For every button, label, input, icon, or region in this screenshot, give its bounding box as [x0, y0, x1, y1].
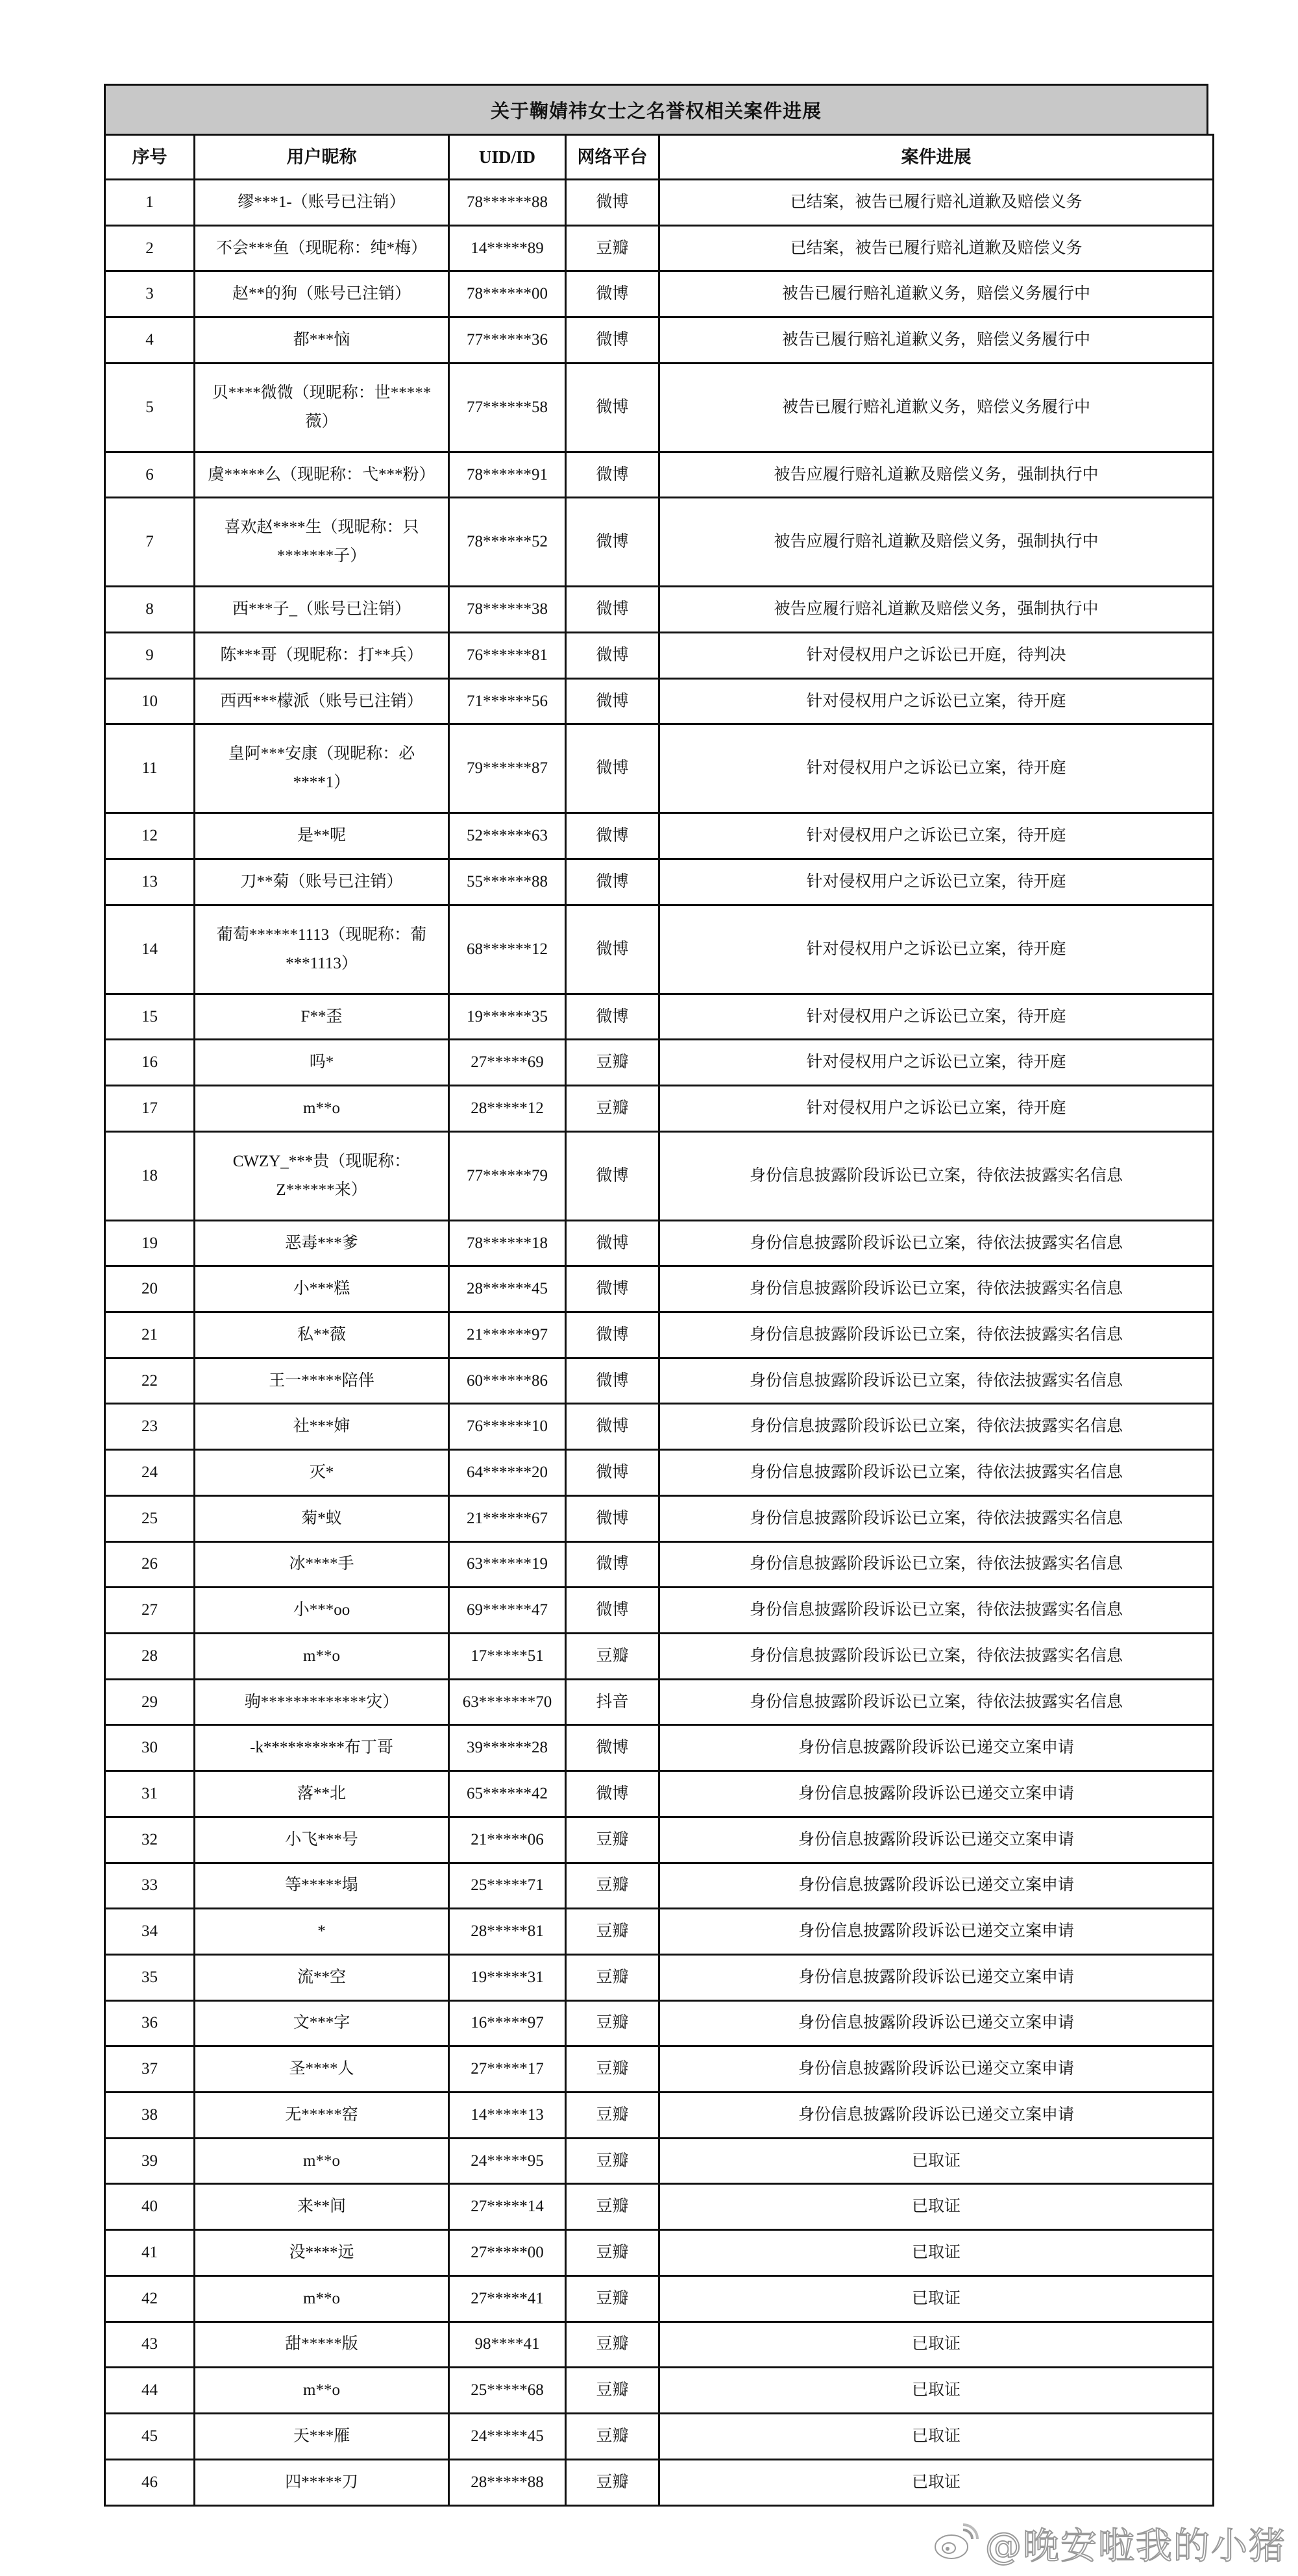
row-progress: 身份信息披露阶段诉讼已递交立案申请 — [659, 1863, 1214, 1909]
row-platform: 微博 — [566, 1541, 659, 1588]
row-platform: 豆瓣 — [566, 1634, 659, 1680]
row-number: 29 — [105, 1679, 195, 1725]
row-uid: 28*****12 — [449, 1086, 566, 1132]
row-uid: 76******10 — [449, 1404, 566, 1450]
row-nickname: m**o — [195, 2275, 449, 2322]
row-uid: 27*****69 — [449, 1040, 566, 1086]
row-nickname: 贝****微微（现昵称：世*****薇） — [195, 363, 449, 452]
row-number: 45 — [105, 2413, 195, 2459]
row-platform: 微博 — [566, 271, 659, 317]
row-progress: 被告已履行赔礼道歉义务，赔偿义务履行中 — [659, 317, 1214, 363]
row-progress: 身份信息披露阶段诉讼已立案，待依法披露实名信息 — [659, 1634, 1214, 1680]
row-platform: 微博 — [566, 1771, 659, 1817]
row-nickname: 落**北 — [195, 1771, 449, 1817]
table-row — [105, 1541, 1214, 1588]
row-nickname: 西***子_（账号已注销） — [195, 587, 449, 633]
table-row — [105, 452, 1214, 498]
row-uid: 28*****88 — [449, 2459, 566, 2505]
row-nickname: F**歪 — [195, 994, 449, 1040]
row-nickname: 文***字 — [195, 2000, 449, 2046]
sheet-title: 关于鞠婧祎女士之名誉权相关案件进展 — [104, 84, 1208, 134]
row-uid: 63*******70 — [449, 1679, 566, 1725]
row-progress: 针对侵权用户之诉讼已立案，待开庭 — [659, 905, 1214, 994]
row-number: 10 — [105, 678, 195, 724]
row-uid: 78******38 — [449, 587, 566, 633]
row-progress: 已取证 — [659, 2459, 1214, 2505]
table-row — [105, 225, 1214, 271]
row-progress: 身份信息披露阶段诉讼已递交立案申请 — [659, 1725, 1214, 1771]
header-uid: UID/ID — [449, 135, 566, 180]
row-number: 26 — [105, 1541, 195, 1588]
row-nickname: 陈***哥（现昵称：打**兵） — [195, 633, 449, 679]
row-nickname: 无*****窑 — [195, 2092, 449, 2139]
row-progress: 身份信息披露阶段诉讼已递交立案申请 — [659, 2000, 1214, 2046]
row-platform: 豆瓣 — [566, 1863, 659, 1909]
row-nickname: * — [195, 1909, 449, 1955]
case-table — [104, 134, 1214, 2507]
row-uid: 71******56 — [449, 678, 566, 724]
row-platform: 微博 — [566, 1358, 659, 1404]
row-number: 9 — [105, 633, 195, 679]
row-number: 30 — [105, 1725, 195, 1771]
row-uid: 60******86 — [449, 1358, 566, 1404]
row-uid: 78******88 — [449, 180, 566, 226]
table-row — [105, 1040, 1214, 1086]
row-progress: 身份信息披露阶段诉讼已立案，待依法披露实名信息 — [659, 1404, 1214, 1450]
row-progress: 身份信息披露阶段诉讼已立案，待依法披露实名信息 — [659, 1541, 1214, 1588]
row-progress: 被告应履行赔礼道歉及赔偿义务，强制执行中 — [659, 452, 1214, 498]
row-uid: 69******47 — [449, 1588, 566, 1634]
row-progress: 身份信息披露阶段诉讼已递交立案申请 — [659, 1817, 1214, 1863]
row-platform: 微博 — [566, 587, 659, 633]
table-row — [105, 678, 1214, 724]
row-uid: 64******20 — [449, 1450, 566, 1496]
row-nickname: 菊*蚁 — [195, 1495, 449, 1541]
table-row — [105, 1634, 1214, 1680]
row-uid: 27*****00 — [449, 2230, 566, 2276]
row-platform: 豆瓣 — [566, 2184, 659, 2230]
row-progress: 身份信息披露阶段诉讼已立案，待依法披露实名信息 — [659, 1312, 1214, 1358]
row-platform: 微博 — [566, 363, 659, 452]
row-uid: 16*****97 — [449, 2000, 566, 2046]
table-row — [105, 859, 1214, 905]
row-number: 21 — [105, 1312, 195, 1358]
row-number: 2 — [105, 225, 195, 271]
row-platform: 豆瓣 — [566, 2230, 659, 2276]
row-uid: 28******45 — [449, 1266, 566, 1312]
row-uid: 27*****14 — [449, 2184, 566, 2230]
row-nickname: m**o — [195, 1086, 449, 1132]
row-nickname: m**o — [195, 2138, 449, 2184]
row-progress: 身份信息披露阶段诉讼已递交立案申请 — [659, 1954, 1214, 2000]
row-platform: 豆瓣 — [566, 1954, 659, 2000]
row-platform: 抖音 — [566, 1679, 659, 1725]
row-uid: 78******91 — [449, 452, 566, 498]
row-platform: 微博 — [566, 994, 659, 1040]
row-number: 3 — [105, 271, 195, 317]
row-number: 8 — [105, 587, 195, 633]
row-number: 36 — [105, 2000, 195, 2046]
row-nickname: 是**呢 — [195, 813, 449, 859]
row-uid: 19******35 — [449, 994, 566, 1040]
row-progress: 已结案，被告已履行赔礼道歉及赔偿义务 — [659, 180, 1214, 226]
row-progress: 被告已履行赔礼道歉义务，赔偿义务履行中 — [659, 363, 1214, 452]
row-nickname: 恶毒***爹 — [195, 1220, 449, 1266]
row-number: 25 — [105, 1495, 195, 1541]
table-row — [105, 2459, 1214, 2505]
row-number: 32 — [105, 1817, 195, 1863]
row-number: 42 — [105, 2275, 195, 2322]
row-uid: 25*****68 — [449, 2368, 566, 2414]
row-uid: 27*****17 — [449, 2046, 566, 2092]
row-progress: 身份信息披露阶段诉讼已立案，待依法披露实名信息 — [659, 1358, 1214, 1404]
row-platform: 微博 — [566, 633, 659, 679]
row-progress: 身份信息披露阶段诉讼已立案，待依法披露实名信息 — [659, 1450, 1214, 1496]
row-platform: 微博 — [566, 1495, 659, 1541]
row-uid: 14*****13 — [449, 2092, 566, 2139]
row-number: 17 — [105, 1086, 195, 1132]
row-uid: 21******67 — [449, 1495, 566, 1541]
row-nickname: 皇阿***安康（现昵称：必****1） — [195, 724, 449, 813]
row-uid: 21*****06 — [449, 1817, 566, 1863]
row-uid: 21******97 — [449, 1312, 566, 1358]
row-platform: 微博 — [566, 859, 659, 905]
row-nickname: 西西***檬派（账号已注销） — [195, 678, 449, 724]
table-row — [105, 1450, 1214, 1496]
header-no: 序号 — [105, 135, 195, 180]
table-row — [105, 1863, 1214, 1909]
table-row — [105, 1312, 1214, 1358]
row-number: 35 — [105, 1954, 195, 2000]
row-progress: 针对侵权用户之诉讼已立案，待开庭 — [659, 1040, 1214, 1086]
row-nickname: m**o — [195, 1634, 449, 1680]
row-nickname: 社***婶 — [195, 1404, 449, 1450]
row-nickname: 刀**菊（账号已注销） — [195, 859, 449, 905]
row-uid: 63******19 — [449, 1541, 566, 1588]
row-platform: 微博 — [566, 678, 659, 724]
row-progress: 已结案，被告已履行赔礼道歉及赔偿义务 — [659, 225, 1214, 271]
row-uid: 39******28 — [449, 1725, 566, 1771]
row-platform: 微博 — [566, 1588, 659, 1634]
row-uid: 78******52 — [449, 498, 566, 587]
row-progress: 身份信息披露阶段诉讼已立案，待依法披露实名信息 — [659, 1495, 1214, 1541]
table-row — [105, 2322, 1214, 2368]
row-nickname: 四*****刀 — [195, 2459, 449, 2505]
row-platform: 微博 — [566, 1266, 659, 1312]
row-number: 27 — [105, 1588, 195, 1634]
table-row — [105, 2184, 1214, 2230]
row-number: 24 — [105, 1450, 195, 1496]
table-row — [105, 994, 1214, 1040]
row-nickname: 圣****人 — [195, 2046, 449, 2092]
row-number: 4 — [105, 317, 195, 363]
row-platform: 微博 — [566, 452, 659, 498]
row-number: 23 — [105, 1404, 195, 1450]
row-number: 15 — [105, 994, 195, 1040]
row-uid: 68******12 — [449, 905, 566, 994]
row-number: 7 — [105, 498, 195, 587]
table-row — [105, 2230, 1214, 2276]
row-number: 14 — [105, 905, 195, 994]
row-uid: 78******00 — [449, 271, 566, 317]
table-row — [105, 633, 1214, 679]
row-uid: 65******42 — [449, 1771, 566, 1817]
table-row — [105, 363, 1214, 452]
row-progress: 身份信息披露阶段诉讼已立案，待依法披露实名信息 — [659, 1679, 1214, 1725]
table-row — [105, 1771, 1214, 1817]
row-uid: 14*****89 — [449, 225, 566, 271]
row-platform: 豆瓣 — [566, 2368, 659, 2414]
row-uid: 28*****81 — [449, 1909, 566, 1955]
row-progress: 针对侵权用户之诉讼已立案，待开庭 — [659, 678, 1214, 724]
row-uid: 25*****71 — [449, 1863, 566, 1909]
table-row — [105, 1358, 1214, 1404]
row-uid: 76******81 — [449, 633, 566, 679]
row-progress: 针对侵权用户之诉讼已立案，待开庭 — [659, 1086, 1214, 1132]
table-row — [105, 271, 1214, 317]
row-progress: 被告已履行赔礼道歉义务，赔偿义务履行中 — [659, 271, 1214, 317]
row-platform: 微博 — [566, 1220, 659, 1266]
row-progress: 已取证 — [659, 2184, 1214, 2230]
row-platform: 豆瓣 — [566, 2322, 659, 2368]
row-number: 11 — [105, 724, 195, 813]
row-platform: 微博 — [566, 813, 659, 859]
row-nickname: 小***oo — [195, 1588, 449, 1634]
row-platform: 豆瓣 — [566, 2092, 659, 2139]
row-platform: 微博 — [566, 1450, 659, 1496]
row-number: 22 — [105, 1358, 195, 1404]
row-uid: 98****41 — [449, 2322, 566, 2368]
row-number: 19 — [105, 1220, 195, 1266]
row-progress: 针对侵权用户之诉讼已立案，待开庭 — [659, 859, 1214, 905]
row-nickname: 私**薇 — [195, 1312, 449, 1358]
row-progress: 身份信息披露阶段诉讼已递交立案申请 — [659, 2092, 1214, 2139]
table-row — [105, 2000, 1214, 2046]
table-row — [105, 180, 1214, 226]
row-number: 33 — [105, 1863, 195, 1909]
row-platform: 豆瓣 — [566, 1909, 659, 1955]
row-platform: 微博 — [566, 905, 659, 994]
row-uid: 24*****95 — [449, 2138, 566, 2184]
table-row — [105, 1131, 1214, 1220]
row-number: 6 — [105, 452, 195, 498]
row-progress: 已取证 — [659, 2138, 1214, 2184]
row-nickname: 等*****塌 — [195, 1863, 449, 1909]
row-nickname: 都***恼 — [195, 317, 449, 363]
row-nickname: -k**********布丁哥 — [195, 1725, 449, 1771]
table-row — [105, 1086, 1214, 1132]
row-platform: 微博 — [566, 1312, 659, 1358]
row-number: 46 — [105, 2459, 195, 2505]
row-progress: 被告应履行赔礼道歉及赔偿义务，强制执行中 — [659, 498, 1214, 587]
row-platform: 豆瓣 — [566, 225, 659, 271]
row-platform: 微博 — [566, 1725, 659, 1771]
row-nickname: 天***雁 — [195, 2413, 449, 2459]
row-nickname: m**o — [195, 2368, 449, 2414]
row-platform: 豆瓣 — [566, 1086, 659, 1132]
row-platform: 豆瓣 — [566, 1040, 659, 1086]
row-uid: 19*****31 — [449, 1954, 566, 2000]
table-row — [105, 587, 1214, 633]
table-row — [105, 1220, 1214, 1266]
row-progress: 身份信息披露阶段诉讼已立案，待依法披露实名信息 — [659, 1266, 1214, 1312]
row-nickname: 甜*****版 — [195, 2322, 449, 2368]
row-nickname: 来**间 — [195, 2184, 449, 2230]
row-progress: 身份信息披露阶段诉讼已递交立案申请 — [659, 2046, 1214, 2092]
row-nickname: 没****远 — [195, 2230, 449, 2276]
row-number: 40 — [105, 2184, 195, 2230]
watermark-text: @晚安啦我的小猪 — [985, 2525, 1286, 2568]
row-platform: 豆瓣 — [566, 2275, 659, 2322]
row-platform: 豆瓣 — [566, 2413, 659, 2459]
row-progress: 针对侵权用户之诉讼已立案，待开庭 — [659, 724, 1214, 813]
row-nickname: 小***糕 — [195, 1266, 449, 1312]
table-row — [105, 1909, 1214, 1955]
row-progress: 已取证 — [659, 2368, 1214, 2414]
table-row — [105, 2368, 1214, 2414]
row-platform: 微博 — [566, 180, 659, 226]
row-nickname: 缪***1-（账号已注销） — [195, 180, 449, 226]
watermark — [933, 2518, 1286, 2570]
row-uid: 77******58 — [449, 363, 566, 452]
row-uid: 78******18 — [449, 1220, 566, 1266]
row-nickname: 流**空 — [195, 1954, 449, 2000]
row-number: 38 — [105, 2092, 195, 2139]
case-rows — [105, 180, 1214, 2506]
row-progress: 身份信息披露阶段诉讼已立案，待依法披露实名信息 — [659, 1588, 1214, 1634]
row-nickname: 不会***鱼（现昵称：纯*梅） — [195, 225, 449, 271]
table-row — [105, 1404, 1214, 1450]
row-number: 5 — [105, 363, 195, 452]
row-platform: 豆瓣 — [566, 2459, 659, 2505]
row-number: 20 — [105, 1266, 195, 1312]
row-platform: 微博 — [566, 1131, 659, 1220]
table-row — [105, 905, 1214, 994]
row-number: 41 — [105, 2230, 195, 2276]
row-nickname: 灭* — [195, 1450, 449, 1496]
header-row — [105, 135, 1214, 180]
table-row — [105, 813, 1214, 859]
row-nickname: 虞*****么（现昵称：弋***粉） — [195, 452, 449, 498]
row-number: 18 — [105, 1131, 195, 1220]
row-platform: 微博 — [566, 1404, 659, 1450]
row-nickname: 小飞***号 — [195, 1817, 449, 1863]
row-number: 28 — [105, 1634, 195, 1680]
row-uid: 79******87 — [449, 724, 566, 813]
table-row — [105, 724, 1214, 813]
row-nickname: 王一*****陪伴 — [195, 1358, 449, 1404]
row-progress: 针对侵权用户之诉讼已立案，待开庭 — [659, 813, 1214, 859]
row-progress: 已取证 — [659, 2413, 1214, 2459]
row-platform: 豆瓣 — [566, 2138, 659, 2184]
table-row — [105, 498, 1214, 587]
row-number: 34 — [105, 1909, 195, 1955]
header-platform: 网络平台 — [566, 135, 659, 180]
row-number: 44 — [105, 2368, 195, 2414]
table-row — [105, 317, 1214, 363]
table-row — [105, 1679, 1214, 1725]
row-platform: 豆瓣 — [566, 2000, 659, 2046]
row-progress: 针对侵权用户之诉讼已立案，待开庭 — [659, 994, 1214, 1040]
table-row — [105, 1954, 1214, 2000]
row-nickname: 赵**的狗（账号已注销） — [195, 271, 449, 317]
row-progress: 已取证 — [659, 2230, 1214, 2276]
row-platform: 豆瓣 — [566, 1817, 659, 1863]
row-progress: 身份信息披露阶段诉讼已递交立案申请 — [659, 1771, 1214, 1817]
row-uid: 17*****51 — [449, 1634, 566, 1680]
table-row — [105, 2046, 1214, 2092]
row-progress: 已取证 — [659, 2322, 1214, 2368]
row-nickname: 吗* — [195, 1040, 449, 1086]
row-progress: 已取证 — [659, 2275, 1214, 2322]
table-row — [105, 1266, 1214, 1312]
row-number: 37 — [105, 2046, 195, 2092]
table-row — [105, 1817, 1214, 1863]
row-nickname: CWZY_***贵（现昵称：Z******来） — [195, 1131, 449, 1220]
row-number: 1 — [105, 180, 195, 226]
row-number: 16 — [105, 1040, 195, 1086]
row-number: 39 — [105, 2138, 195, 2184]
table-row — [105, 1495, 1214, 1541]
row-nickname: 葡萄******1113（现昵称：葡***1113） — [195, 905, 449, 994]
row-platform: 微博 — [566, 724, 659, 813]
row-uid: 77******79 — [449, 1131, 566, 1220]
row-nickname: 冰****手 — [195, 1541, 449, 1588]
row-number: 43 — [105, 2322, 195, 2368]
table-row — [105, 2275, 1214, 2322]
row-number: 13 — [105, 859, 195, 905]
row-uid: 55******88 — [449, 859, 566, 905]
row-progress: 针对侵权用户之诉讼已开庭，待判决 — [659, 633, 1214, 679]
weibo-logo-icon — [933, 2523, 979, 2564]
row-nickname: 喜欢赵****生（现昵称：只*******子） — [195, 498, 449, 587]
row-uid: 24*****45 — [449, 2413, 566, 2459]
row-progress: 身份信息披露阶段诉讼已立案，待依法披露实名信息 — [659, 1131, 1214, 1220]
row-progress: 被告应履行赔礼道歉及赔偿义务，强制执行中 — [659, 587, 1214, 633]
row-platform: 微博 — [566, 498, 659, 587]
row-number: 31 — [105, 1771, 195, 1817]
table-row — [105, 2092, 1214, 2139]
row-nickname: 驹*************灾） — [195, 1679, 449, 1725]
row-uid: 77******36 — [449, 317, 566, 363]
header-nickname: 用户昵称 — [195, 135, 449, 180]
header-progress: 案件进展 — [659, 135, 1214, 180]
row-uid: 27*****41 — [449, 2275, 566, 2322]
table-row — [105, 1725, 1214, 1771]
row-progress: 身份信息披露阶段诉讼已递交立案申请 — [659, 1909, 1214, 1955]
row-platform: 豆瓣 — [566, 2046, 659, 2092]
case-progress-sheet — [104, 84, 1208, 2507]
table-row — [105, 2138, 1214, 2184]
row-number: 12 — [105, 813, 195, 859]
row-platform: 微博 — [566, 317, 659, 363]
table-row — [105, 2413, 1214, 2459]
row-progress: 身份信息披露阶段诉讼已立案，待依法披露实名信息 — [659, 1220, 1214, 1266]
row-uid: 52******63 — [449, 813, 566, 859]
table-row — [105, 1588, 1214, 1634]
